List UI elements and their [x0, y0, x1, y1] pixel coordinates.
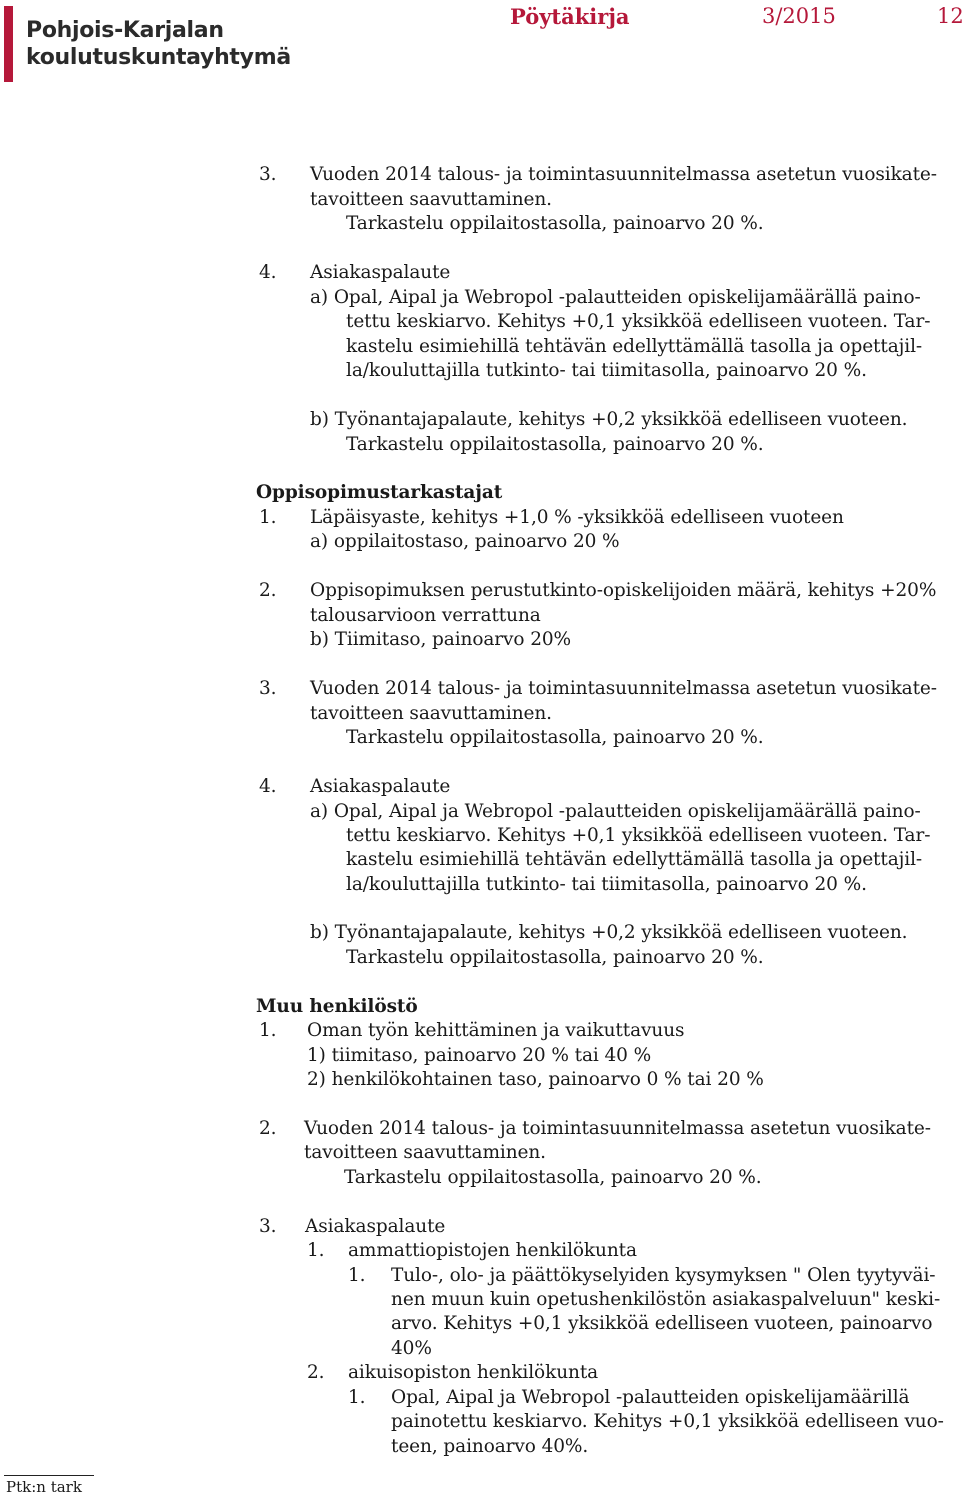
section-heading: Muu henkilöstö [256, 996, 418, 1017]
item-text: talousarvioon verrattuna [310, 605, 541, 626]
item-number: 3. [259, 164, 277, 185]
item-text: Vuoden 2014 talous- ja toimintasuunnitelmassa asetetun vuosikate- [310, 678, 937, 699]
item-text: b) Tiimitaso, painoarvo 20% [310, 629, 572, 650]
item-number: 4. [259, 262, 277, 283]
section-heading: Oppisopimustarkastajat [256, 482, 503, 503]
item-text: b) Työnantajapalaute, kehitys +0,2 yksikköä edelliseen vuoteen. [310, 409, 908, 430]
item-text: la/kouluttajilla tutkinto- tai tiimitasolla, painoarvo 20 %. [346, 874, 867, 895]
item-text: painotettu keskiarvo. Kehitys +0,1 yksikköä edelliseen vuo- [391, 1411, 944, 1432]
item-number: 3. [259, 678, 277, 699]
item-text: tettu keskiarvo. Kehitys +0,1 yksikköä edelliseen vuoteen. Tar- [346, 825, 931, 846]
item-text: a) oppilaitostaso, painoarvo 20 % [310, 531, 620, 552]
item-text: teen, painoarvo 40%. [391, 1436, 589, 1457]
document-type: Pöytäkirja [510, 4, 630, 29]
item-number: 1. [348, 1387, 366, 1408]
item-number: 2. [259, 1118, 277, 1139]
document-number: 3/2015 [762, 4, 836, 28]
item-title: Asiakaspalaute [305, 1216, 446, 1237]
item-title: aikuisopiston henkilökunta [348, 1362, 599, 1383]
item-text: Tarkastelu oppilaitostasolla, painoarvo 20 %. [346, 947, 764, 968]
item-title: ammattiopistojen henkilökunta [348, 1240, 637, 1261]
item-text: Opal, Aipal ja Webropol -palautteiden opiskelijamäärillä [391, 1387, 910, 1408]
item-text: 1) tiimitaso, painoarvo 20 % tai 40 % [307, 1045, 652, 1066]
item-number: 1. [307, 1240, 325, 1261]
item-text: Tarkastelu oppilaitostasolla, painoarvo 20 %. [346, 727, 764, 748]
page-number: 12 [937, 4, 964, 28]
item-text: Tarkastelu oppilaitostasolla, painoarvo 20 %. [344, 1167, 762, 1188]
item-number: 1. [348, 1265, 366, 1286]
item-text: Vuoden 2014 talous- ja toimintasuunnitelmassa asetetun vuosikate- [304, 1118, 931, 1139]
item-number: 3. [259, 1216, 277, 1237]
item-text: kastelu esimiehillä tehtävän edellyttämällä tasolla ja opettajil- [346, 849, 923, 870]
item-text: a) Opal, Aipal ja Webropol -palautteiden opiskelijamäärällä paino- [310, 287, 921, 308]
item-title: Asiakaspalaute [310, 776, 451, 797]
item-text: 40% [391, 1338, 432, 1359]
item-text: nen muun kuin opetushenkilöstön asiakaspalveluun" keski- [391, 1289, 941, 1310]
item-text: Oppisopimuksen perustutkinto-opiskelijoiden määrä, kehitys +20% [310, 580, 937, 601]
item-text: a) Opal, Aipal ja Webropol -palautteiden opiskelijamäärällä paino- [310, 801, 921, 822]
item-text: 2) henkilökohtainen taso, painoarvo 0 % tai 20 % [307, 1069, 764, 1090]
item-number: 2. [307, 1362, 325, 1383]
item-number: 4. [259, 776, 277, 797]
item-text: Tarkastelu oppilaitostasolla, painoarvo 20 %. [346, 434, 764, 455]
item-number: 2. [259, 580, 277, 601]
item-text: Läpäisyaste, kehitys +1,0 % -yksikköä edelliseen vuoteen [310, 507, 844, 528]
item-text: Tarkastelu oppilaitostasolla, painoarvo 20 %. [346, 213, 764, 234]
item-text: tettu keskiarvo. Kehitys +0,1 yksikköä edelliseen vuoteen. Tar- [346, 311, 931, 332]
footer-rule [4, 1475, 94, 1476]
item-title: Oman työn kehittäminen ja vaikuttavuus [307, 1020, 685, 1041]
inspector-initials-label: Ptk:n tark [6, 1478, 82, 1496]
item-text: la/kouluttajilla tutkinto- tai tiimitasolla, painoarvo 20 %. [346, 360, 867, 381]
item-text: Tulo-, olo- ja päättökyselyiden kysymyksen " Olen tyytyväi- [391, 1265, 936, 1286]
org-name-line1: Pohjois-Karjalan [26, 18, 224, 43]
item-text: tavoitteen saavuttaminen. [310, 189, 552, 210]
item-number: 1. [259, 1020, 277, 1041]
item-title: Asiakaspalaute [310, 262, 451, 283]
item-text: b) Työnantajapalaute, kehitys +0,2 yksikköä edelliseen vuoteen. [310, 922, 908, 943]
item-text: arvo. Kehitys +0,1 yksikköä edelliseen vuoteen, painoarvo [391, 1313, 933, 1334]
item-text: tavoitteen saavuttaminen. [304, 1142, 546, 1163]
org-name-line2: koulutuskuntayhtymä [26, 45, 291, 70]
item-text: tavoitteen saavuttaminen. [310, 703, 552, 724]
item-number: 1. [259, 507, 277, 528]
item-text: kastelu esimiehillä tehtävän edellyttämällä tasolla ja opettajil- [346, 336, 923, 357]
item-text: Vuoden 2014 talous- ja toimintasuunnitelmassa asetetun vuosikate- [310, 164, 937, 185]
